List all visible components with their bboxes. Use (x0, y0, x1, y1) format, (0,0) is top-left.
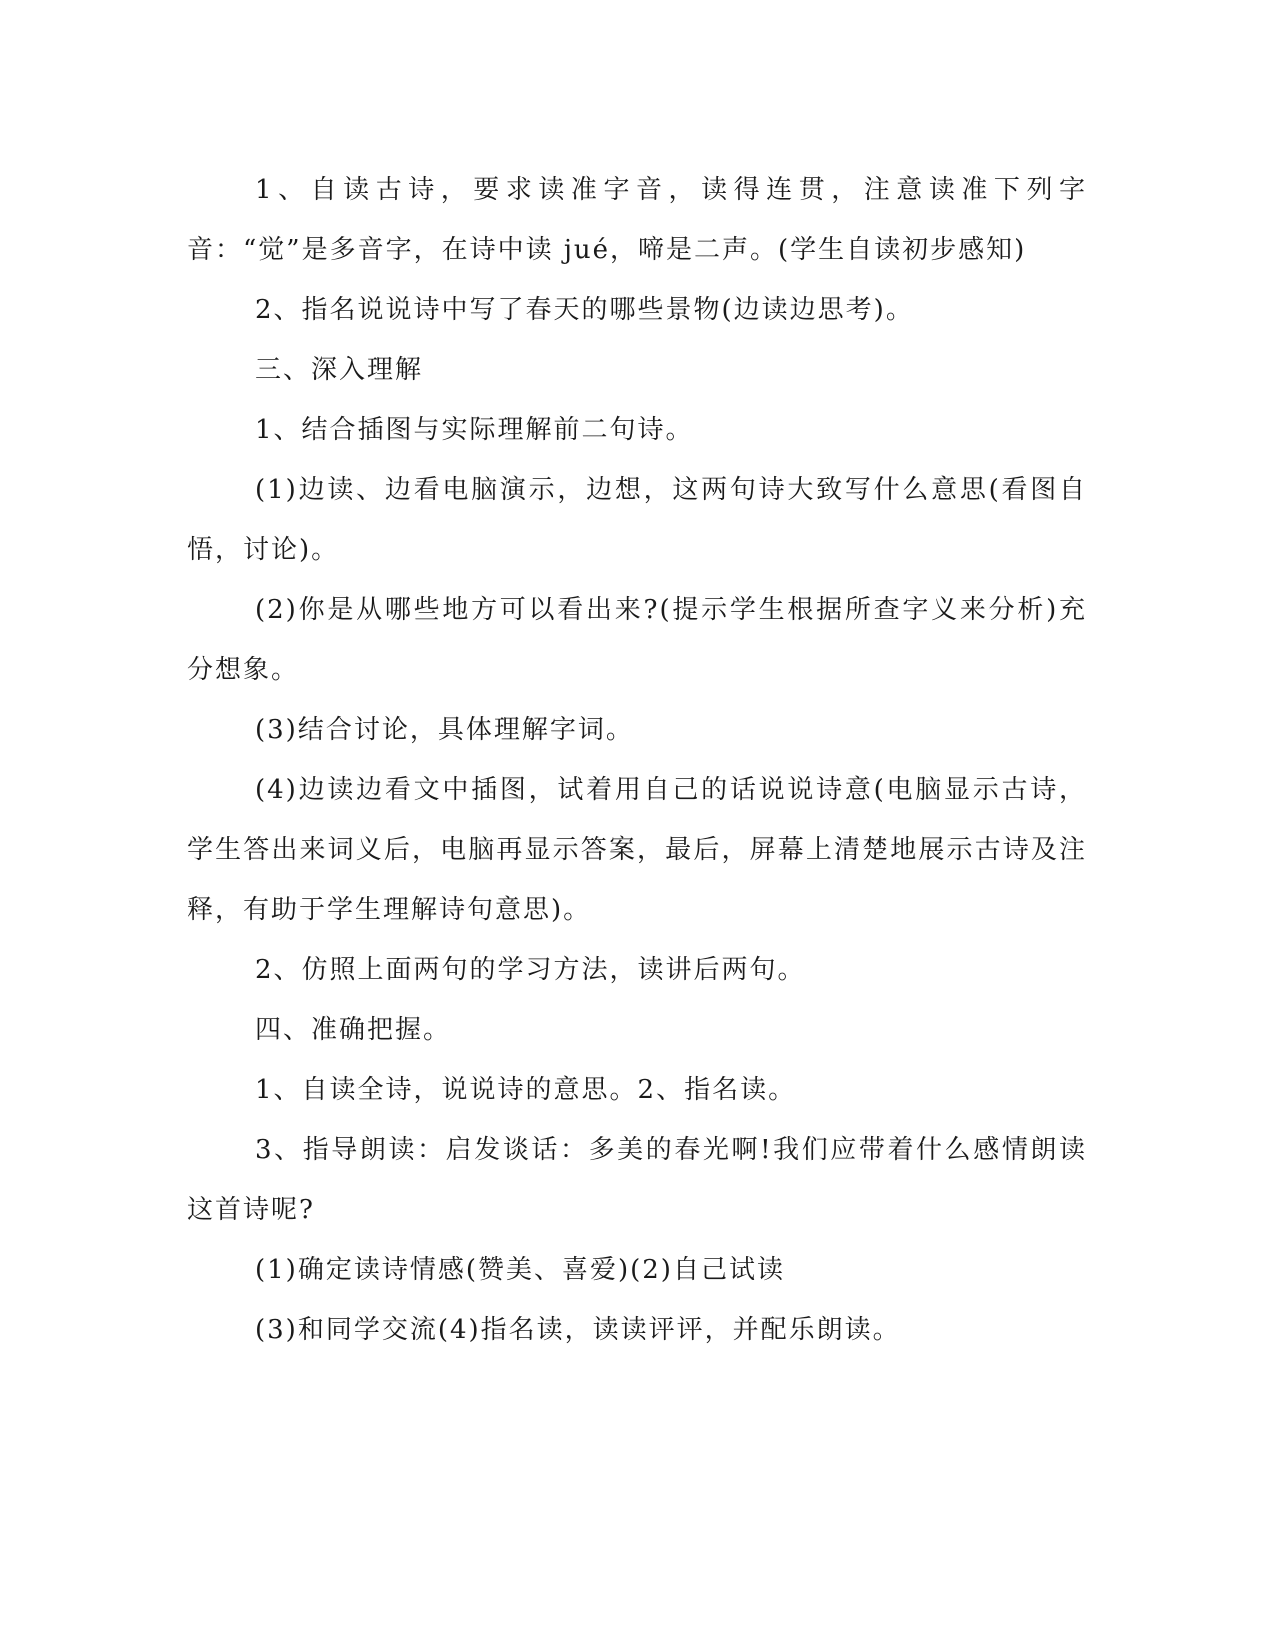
paragraph-exchange-steps: (3)和同学交流(4)指名读，读读评评，并配乐朗读。 (255, 1315, 901, 1345)
paragraph-item-2: (2)你是从哪些地方可以看出来?(提示学生根据所查字义来分析)充分想象。 (187, 595, 1087, 685)
section-heading-understanding: 三、深入理解 (255, 355, 424, 385)
paragraph-self-reading: 1、自读古诗，要求读准字音，读得连贯，注意读准下列字音：“觉”是多音字，在诗中读 jué，啼是二声。(学生自读初步感知) (187, 175, 1087, 265)
paragraph-item-1: (1)边读、边看电脑演示，边想，这两句诗大致写什么意思(看图自悟，讨论)。 (187, 475, 1087, 565)
paragraph-item-4: (4)边读边看文中插图，试着用自己的话说说诗意(电脑显示古诗，学生答出来词义后，电脑再显示答案，最后，屏幕上清楚地展示古诗及注释，有助于学生理解诗句意思)。 (187, 775, 1087, 925)
section-heading-mastery: 四、准确把握。 (255, 1015, 452, 1045)
paragraph-last-lines: 2、仿照上面两句的学习方法，读讲后两句。 (255, 955, 806, 985)
document-body (187, 160, 1087, 1360)
paragraph-item-3: (3)结合讨论，具体理解字词。 (255, 715, 634, 745)
paragraph-emotion-steps: (1)确定读诗情感(赞美、喜爱)(2)自己试读 (255, 1255, 785, 1285)
paragraph-reading-guidance: 3、指导朗读：启发谈话：多美的春光啊!我们应带着什么感情朗读这首诗呢? (187, 1135, 1087, 1225)
paragraph-first-lines: 1、结合插图与实际理解前二句诗。 (255, 415, 694, 445)
paragraph-scenery: 2、指名说说诗中写了春天的哪些景物(边读边思考)。 (255, 295, 914, 325)
paragraph-whole-poem: 1、自读全诗，说说诗的意思。2、指名读。 (255, 1075, 797, 1105)
